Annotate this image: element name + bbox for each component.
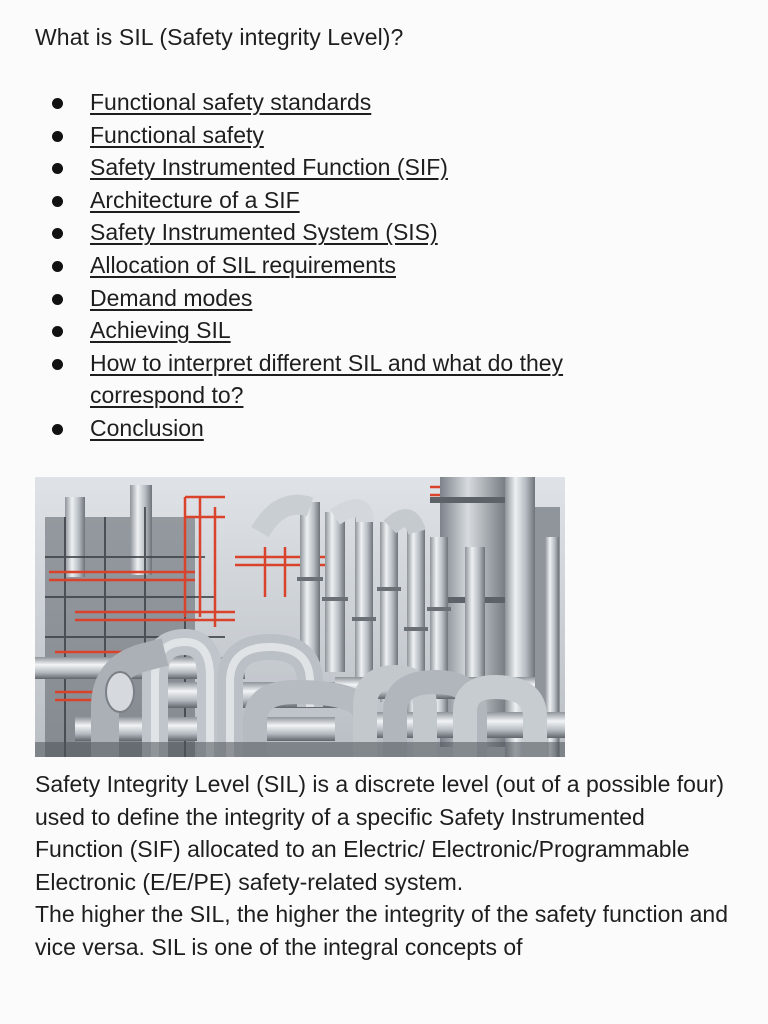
toc-item-architecture (0, 184, 700, 217)
toc-item-functional-safety (0, 119, 700, 152)
refinery-pipes-image (35, 477, 565, 757)
toc-link-demand-modes[interactable]: Demand modes (90, 284, 253, 311)
toc-item-functional-safety-standards (0, 86, 700, 119)
paragraph-higher-sil: The higher the SIL, the higher the integrity of the safety function and vice versa. SIL is one of the integral concepts of (35, 901, 728, 960)
toc-link-functional-safety-standards[interactable]: Functional safety standards (90, 89, 372, 115)
article-body (35, 768, 735, 964)
toc-item-demand-modes (0, 282, 700, 315)
bullet-icon (52, 294, 63, 305)
toc-link-allocation[interactable]: Allocation of SIL requirements (90, 251, 396, 278)
toc-link-sis[interactable]: Safety Instrumented System (SIS) (90, 219, 438, 246)
bullet-icon (52, 131, 63, 142)
toc-item-sis (0, 216, 700, 249)
toc-item-allocation (0, 249, 700, 282)
refinery-illustration (35, 477, 565, 757)
bullet-icon (52, 98, 63, 109)
bullet-icon (52, 228, 63, 239)
toc-link-sif[interactable]: Safety Instrumented Function (SIF) (90, 154, 448, 181)
bullet-icon (52, 326, 63, 337)
bullet-icon (52, 359, 63, 370)
toc-link-conclusion[interactable]: Conclusion (90, 414, 204, 441)
toc-link-achieving-sil[interactable]: Achieving SIL (90, 317, 231, 344)
toc-item-achieving-sil (0, 314, 700, 347)
toc-link-architecture[interactable]: Architecture of a SIF (90, 186, 300, 213)
toc-item-interpret-sil (0, 347, 650, 412)
table-of-contents (0, 86, 700, 445)
toc-link-interpret-sil[interactable]: How to interpret different SIL and what do they correspond to? (90, 349, 564, 409)
toc-item-sif (0, 151, 700, 184)
bullet-icon (52, 163, 63, 174)
bullet-icon (52, 261, 63, 272)
page-title: What is SIL (Safety integrity Level)? (35, 24, 404, 50)
paragraph-intro: Safety Integrity Level (SIL) is a discrete level (out of a possible four) used to define the integrity of a specific Safety Instrumented Function (SIF) allocated to an Electric/ Electronic/Programmable Electronic (E/E/PE) safety-related system. (35, 771, 725, 895)
bullet-icon (52, 196, 63, 207)
toc-item-conclusion (0, 412, 700, 445)
bullet-icon (52, 424, 63, 435)
toc-link-functional-safety[interactable]: Functional safety (90, 121, 264, 148)
